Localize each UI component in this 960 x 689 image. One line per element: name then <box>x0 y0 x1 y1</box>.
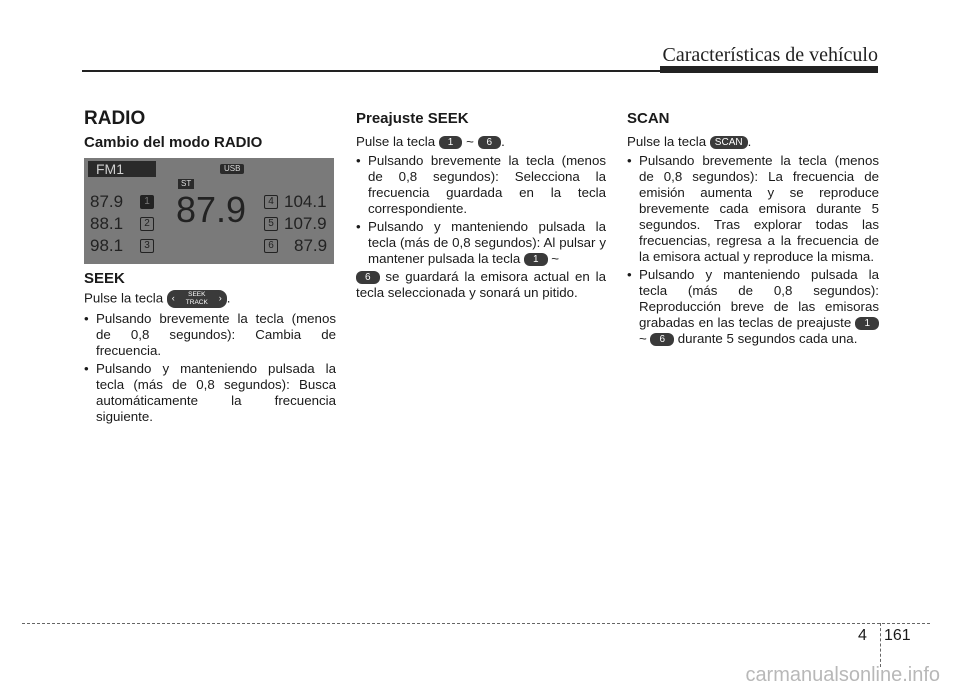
tilde-separator: ~ <box>639 331 647 346</box>
header-rule-accent <box>660 66 878 73</box>
seek-intro-text: Pulse la tecla <box>84 290 164 306</box>
display-preset-freq: 88.1 <box>90 214 124 233</box>
tilde-separator: ~ <box>466 134 474 149</box>
chevron-left-icon: ‹ <box>171 293 175 303</box>
column-radio <box>84 108 336 427</box>
seek-bullet-list <box>84 311 336 425</box>
display-preset-freq: 104.1 <box>284 192 327 211</box>
scan-intro-text: Pulse la tecla <box>627 134 707 149</box>
preset-key-6: 6 <box>356 271 380 284</box>
list-item-text: durante 5 segundos cada una. <box>677 331 858 346</box>
preset-bullet-continuation <box>356 269 606 301</box>
display-preset-number: 4 <box>264 195 278 209</box>
display-usb-badge: USB <box>220 164 244 174</box>
subheading-preset-seek: Preajuste SEEK <box>356 110 469 127</box>
footer-rule <box>22 623 930 624</box>
display-preset-freq: 98.1 <box>90 236 124 255</box>
seek-track-key <box>167 290 227 308</box>
column-preset-seek <box>356 108 606 301</box>
list-item-text: Pulsando y manteniendo pulsada la tecla (más de 0,8 segundos): Al pulsar y mantener pulsada la tecla <box>368 219 606 266</box>
display-preset-number: 3 <box>140 239 154 253</box>
preset-intro <box>356 134 606 150</box>
preset-key-1: 1 <box>439 136 463 149</box>
list-item-text: Pulsando y manteniendo pulsada la tecla (más de 0,8 segundos): Reproducción breve de las emisoras grabadas en las teclas de preajuste <box>639 267 879 330</box>
section-heading-radio: RADIO <box>84 108 146 129</box>
list-item: • Pulsando y manteniendo pulsada la tecla (más de 0,8 segundos): Busca automáticamente la frecuencia siguiente. <box>84 361 336 425</box>
watermark: carmanualsonline.info <box>745 664 940 686</box>
radio-display-illustration <box>84 158 334 264</box>
list-item <box>627 267 879 347</box>
subheading-radio-mode: Cambio del modo RADIO <box>84 134 263 151</box>
preset-key-6: 6 <box>650 333 674 346</box>
subheading-scan: SCAN <box>627 110 670 127</box>
seek-intro <box>84 290 336 308</box>
display-stereo-badge: ST <box>178 179 194 189</box>
preset-bullet-list <box>356 153 606 267</box>
seek-key-line2: TRACK <box>185 298 208 306</box>
display-preset-number: 2 <box>140 217 154 231</box>
page-number: 161 <box>884 627 911 644</box>
display-main-frequency: 87.9 <box>176 189 247 230</box>
display-band-label: FM1 <box>88 161 156 177</box>
chevron-right-icon: › <box>218 293 222 303</box>
display-preset-freq: 87.9 <box>294 236 328 255</box>
tilde-separator: ~ <box>551 251 560 266</box>
seek-track-key-label <box>167 291 227 306</box>
seek-intro-end: . <box>226 290 231 306</box>
display-preset-number: 6 <box>264 239 278 253</box>
preset-intro-end: . <box>501 134 505 149</box>
column-scan <box>627 108 879 349</box>
list-item: • Pulsando brevemente la tecla (menos de 0,8 segundos): Cambia de frecuencia. <box>84 311 336 359</box>
seek-key-line1: SEEK <box>188 291 206 298</box>
preset-key-6: 6 <box>478 136 502 149</box>
display-preset-freq: 107.9 <box>284 214 327 233</box>
display-preset-freq: 87.9 <box>90 192 124 211</box>
list-item-text: se guardará la emisora actual en la tecla seleccionada y sonará un pitido. <box>356 269 606 300</box>
display-preset-number: 1 <box>140 195 154 209</box>
display-preset-number: 5 <box>264 217 278 231</box>
preset-key-1: 1 <box>855 317 879 330</box>
list-item: • Pulsando brevemente la tecla (menos de 0,8 segundos): Selecciona la frecuencia guardada en la tecla correspondiente. <box>356 153 606 217</box>
preset-key-1: 1 <box>524 253 548 266</box>
list-item: • Pulsando brevemente la tecla (menos de 0,8 segundos): La frecuencia de emisión aumenta y se reproduce brevemente cada emisora durante 5 segundos. Tras explorar todas las frecuencias, regresa a la frecuencia de la emisora actual y reproduce la misma. <box>627 153 879 265</box>
chapter-number: 4 <box>858 627 867 644</box>
scan-key: SCAN <box>710 136 748 149</box>
scan-intro-end: . <box>747 134 752 149</box>
list-item <box>356 219 606 267</box>
scan-bullet-list <box>627 153 879 347</box>
page-header-title: Características de vehículo <box>662 44 878 66</box>
subheading-seek: SEEK <box>84 270 125 287</box>
scan-intro <box>627 134 879 150</box>
footer-divider <box>880 623 881 667</box>
preset-intro-text: Pulse la tecla <box>356 134 436 149</box>
